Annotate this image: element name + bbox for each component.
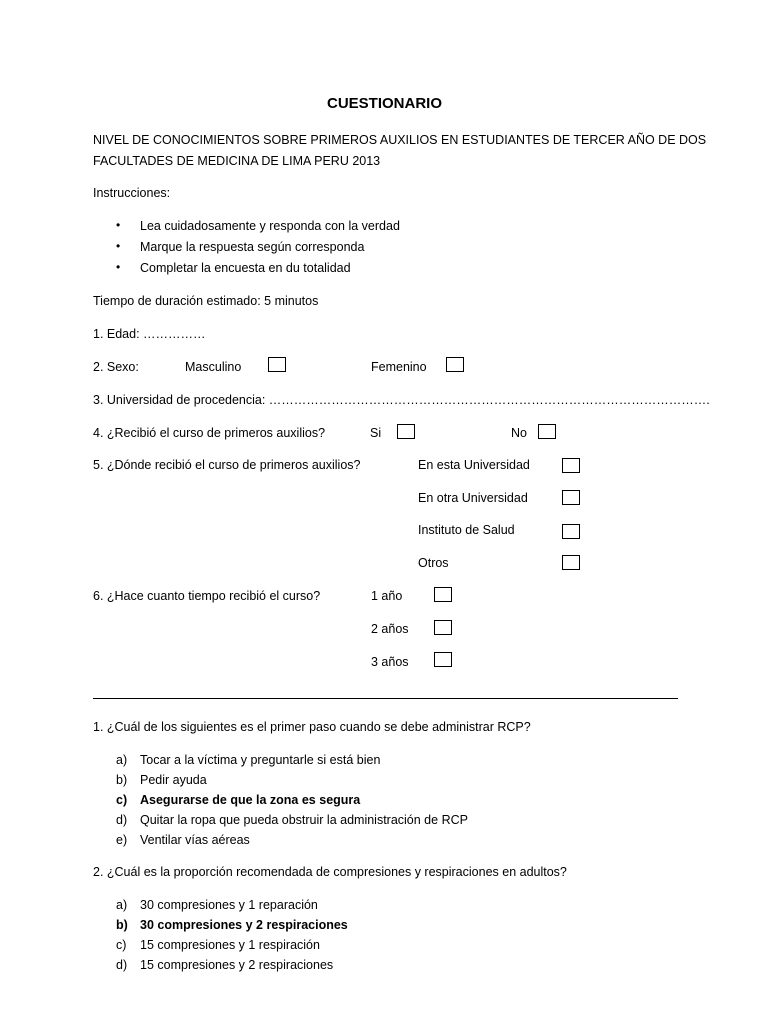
sex-label: 2. Sexo: xyxy=(93,360,139,374)
q4-label: 4. ¿Recibió el curso de primeros auxilios? xyxy=(93,426,326,440)
q5-option-label: En esta Universidad xyxy=(418,458,530,472)
option-text: 15 compresiones y 2 respiraciones xyxy=(140,958,334,972)
document-title: CUESTIONARIO xyxy=(327,95,443,112)
bullet-icon: • xyxy=(116,239,121,253)
sex-female-label: Femenino xyxy=(371,360,427,374)
section-divider xyxy=(93,698,678,699)
q5-option-label: En otra Universidad xyxy=(418,491,528,505)
option-text: 15 compresiones y 1 respiración xyxy=(140,938,320,952)
q6-option-label: 3 años xyxy=(371,655,409,669)
instruction-item: Marque la respuesta según corresponda xyxy=(140,240,365,254)
option-text: Pedir ayuda xyxy=(140,773,207,787)
option-letter: b) xyxy=(116,773,128,787)
option-letter: b) xyxy=(116,918,128,932)
option-letter: d) xyxy=(116,813,128,827)
q6-option-checkbox[interactable] xyxy=(434,620,452,635)
q5-option-label: Otros xyxy=(418,556,449,570)
q4-no-label: No xyxy=(511,426,527,440)
option-text: Ventilar vías aéreas xyxy=(140,833,250,847)
q6-label: 6. ¿Hace cuanto tiempo recibió el curso? xyxy=(93,589,321,603)
subtitle-line-1: NIVEL DE CONOCIMIENTOS SOBRE PRIMEROS AUXILIOS EN ESTUDIANTES DE TERCER AÑO DE DOS xyxy=(93,133,707,147)
estimated-time: Tiempo de duración estimado: 5 minutos xyxy=(93,294,319,308)
instruction-item: Lea cuidadosamente y responda con la verdad xyxy=(140,219,400,233)
option-letter: c) xyxy=(116,793,128,807)
instruction-item: Completar la encuesta en du totalidad xyxy=(140,261,351,275)
q5-option-checkbox[interactable] xyxy=(562,458,580,473)
sex-male-label: Masculino xyxy=(185,360,242,374)
q4-no-checkbox[interactable] xyxy=(538,424,556,439)
q5-option-label: Instituto de Salud xyxy=(418,523,515,537)
question-2-text: 2. ¿Cuál es la proporción recomendada de compresiones y respiraciones en adultos? xyxy=(93,865,567,879)
university-field: 3. Universidad de procedencia: ……………………………………………………………………………………………. xyxy=(93,393,710,407)
q4-yes-checkbox[interactable] xyxy=(397,424,415,439)
instructions-label: Instrucciones: xyxy=(93,186,171,200)
q6-option-label: 1 año xyxy=(371,589,403,603)
option-text: Quitar la ropa que pueda obstruir la administración de RCP xyxy=(140,813,468,827)
option-letter: a) xyxy=(116,753,128,767)
option-letter: e) xyxy=(116,833,128,847)
subtitle-line-2: FACULTADES DE MEDICINA DE LIMA PERU 2013 xyxy=(93,154,381,168)
q4-yes-label: Si xyxy=(370,426,382,440)
q5-option-checkbox[interactable] xyxy=(562,524,580,539)
option-letter: a) xyxy=(116,898,128,912)
option-letter: d) xyxy=(116,958,128,972)
option-text: 30 compresiones y 2 respiraciones xyxy=(140,918,348,932)
bullet-icon: • xyxy=(116,218,121,232)
q6-option-label: 2 años xyxy=(371,622,409,636)
q5-option-checkbox[interactable] xyxy=(562,555,580,570)
sex-male-checkbox[interactable] xyxy=(268,357,286,372)
q5-label: 5. ¿Dónde recibió el curso de primeros auxilios? xyxy=(93,458,361,472)
age-field: 1. Edad: …………… xyxy=(93,327,206,341)
option-text: 30 compresiones y 1 reparación xyxy=(140,898,318,912)
bullet-icon: • xyxy=(116,260,121,274)
q6-option-checkbox[interactable] xyxy=(434,652,452,667)
q6-option-checkbox[interactable] xyxy=(434,587,452,602)
option-text: Tocar a la víctima y preguntarle si está bien xyxy=(140,753,381,767)
option-text: Asegurarse de que la zona es segura xyxy=(140,793,361,807)
q5-option-checkbox[interactable] xyxy=(562,490,580,505)
sex-female-checkbox[interactable] xyxy=(446,357,464,372)
question-1-text: 1. ¿Cuál de los siguientes es el primer paso cuando se debe administrar RCP? xyxy=(93,720,531,734)
option-letter: c) xyxy=(116,938,127,952)
